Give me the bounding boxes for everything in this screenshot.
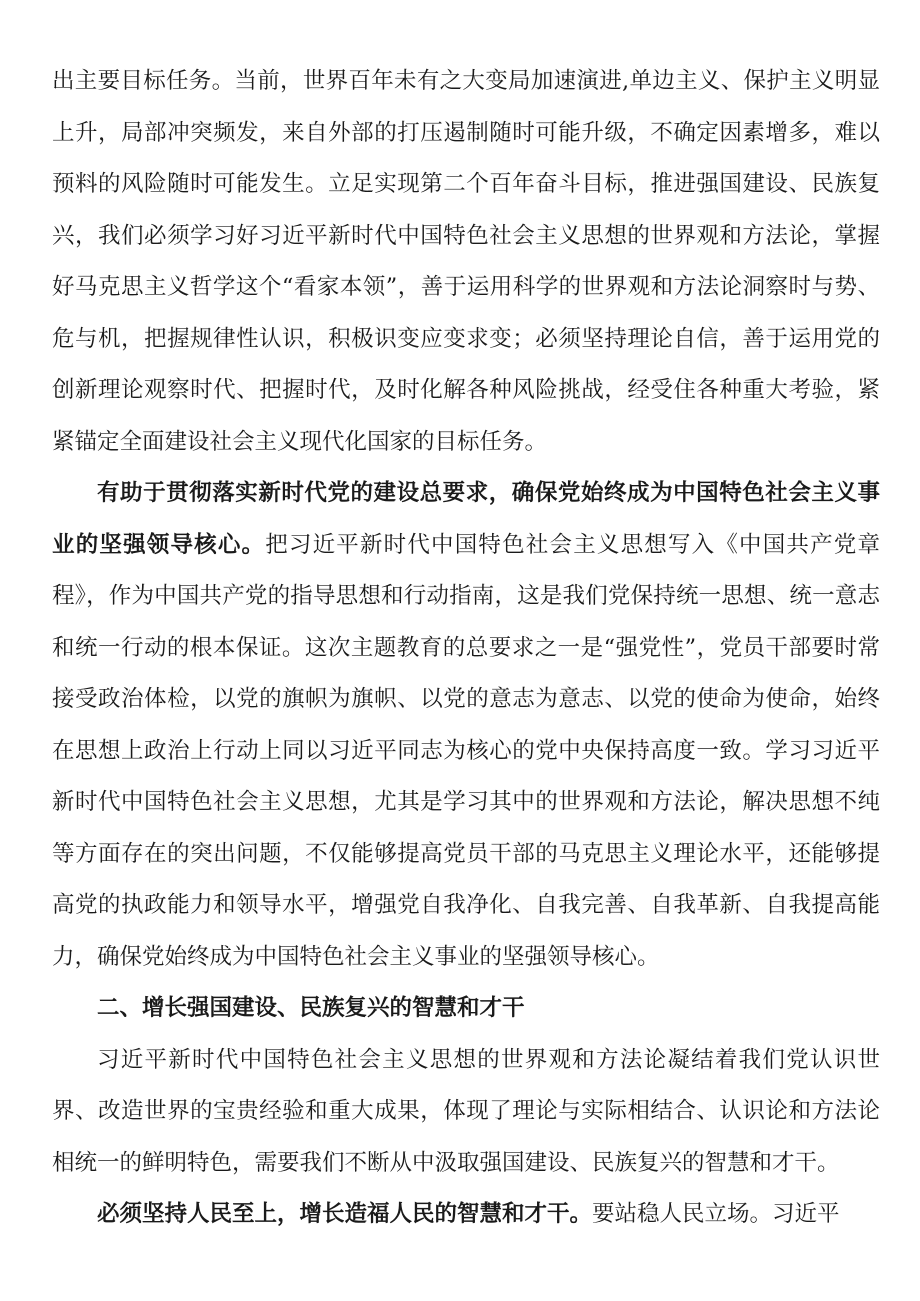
paragraph-text: 出主要目标任务。当前，世界百年未有之大变局加速演进,单边主义、保护主义明显上升，局部冲突频发，来自外部的打压遏制随时可能升级，不确定因素增多，难以预料的风险随时可能发生。立足实现第二个百年奋斗目标，推进强国建设、民族复兴，我们必须学习好习近平新时代中国特色社会主义思想的世界观和方法论，掌握好马克思主义哲学这个“看家本领”，善于运用科学的世界观和方法论洞察时与势、危与机，把握规律性认识，积极识变应变求变；必须坚持理论自信，善于运用党的创新理论观察时代、把握时代，及时化解各种风险挑战，经受住各种重大考验，紧紧锚定全面建设社会主义现代化国家的目标任务。 [52,68,880,455]
body-paragraph-2 [52,468,880,983]
paragraph-text: 习近平新时代中国特色社会主义思想的世界观和方法论凝结着我们党认识世界、改造世界的宝贵经验和重大成果，体现了理论与实际相结合、认识论和方法论相统一的鲜明特色，需要我们不断从中汲取强国建设、民族复兴的智慧和才干。 [52,1046,880,1176]
body-paragraph-4 [52,1189,880,1241]
paragraph-text: 要站稳人民立场。习近平 [592,1201,840,1227]
paragraph-text: 把习近平新时代中国特色社会主义思想写入《中国共产党章程》，作为中国共产党的指导思想和行动指南，这是我们党保持统一思想、统一意志和统一行动的根本保证。这次主题教育的总要求之一是“强党性”，党员干部要时常接受政治体检，以党的旗帜为旗帜、以党的意志为意志、以党的使命为使命，始终在思想上政治上行动上同以习近平同志为核心的党中央保持高度一致。学习习近平新时代中国特色社会主义思想，尤其是学习其中的世界观和方法论，解决思想不纯等方面存在的突出问题，不仅能够提高党员干部的马克思主义理论水平，还能够提高党的执政能力和领导水平，增强党自我净化、自我完善、自我革新、自我提高能力，确保党始终成为中国特色社会主义事业的坚强领导核心。 [52,531,880,970]
document-page [52,56,880,1241]
section-heading: 二、增长强国建设、民族复兴的智慧和才干 [97,995,525,1021]
body-paragraph-1 [52,56,880,468]
paragraph-lead-bold: 必须坚持人民至上，增长造福人民的智慧和才干。 [97,1201,593,1227]
paragraph-lead-bold: 有助于贯彻落实新时代党的建设总要求，确保党始终成为中国特色社会主义事业的坚强领导核心。 [52,480,880,558]
body-paragraph-3 [52,1035,880,1190]
